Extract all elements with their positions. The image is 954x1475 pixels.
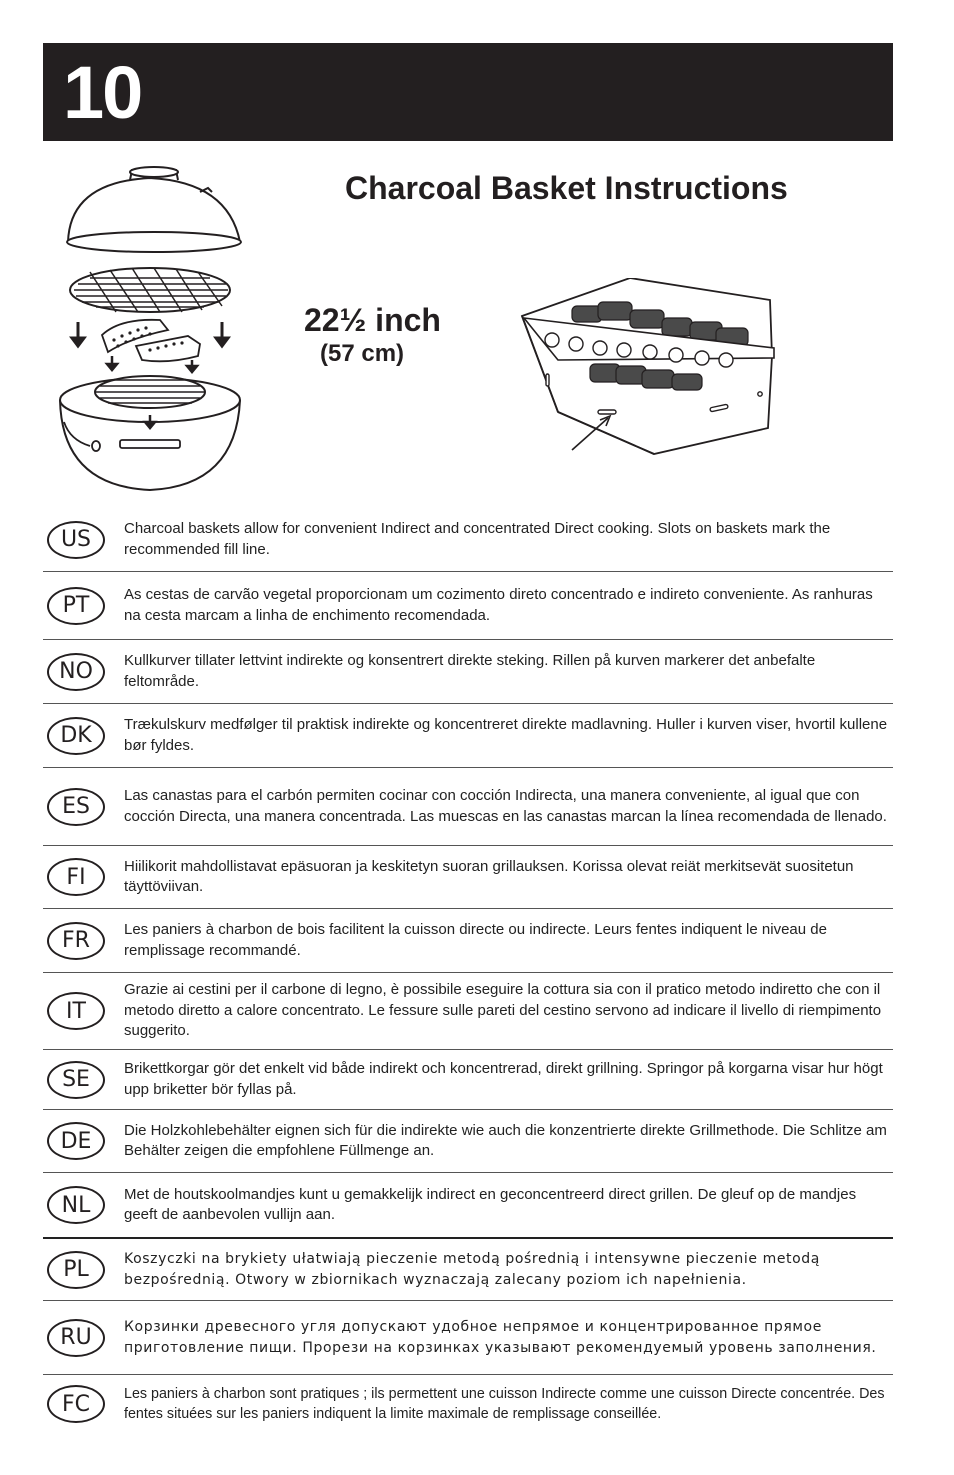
lang-text-fr: Les paniers à charbon de bois facilitent la cuisson directe ou indirecte. Leurs fentes indiquent le niveau de remplissage recommandé. <box>124 921 827 959</box>
charcoal-basket-illustration <box>512 278 782 458</box>
multilingual-instructions <box>43 508 893 1433</box>
lang-badge-fr: FR <box>47 922 105 960</box>
lang-row-se <box>43 1050 893 1110</box>
lang-row-pl <box>43 1239 893 1301</box>
grill-exploded-illustration <box>50 160 250 498</box>
lang-row-it <box>43 973 893 1050</box>
lang-text-de: Die Holzkohlebehälter eignen sich für die indirekte wie auch die konzentrierte direkte Grillmethode. Die Schlitze am Behälter zeigen die empfohlene Füllmenge an. <box>124 1121 887 1159</box>
lang-badge-es: ES <box>47 788 105 826</box>
lang-badge-it: IT <box>47 992 105 1030</box>
size-metric: (57 cm) <box>320 340 405 367</box>
lang-row-fc <box>43 1375 893 1433</box>
lang-badge-de: DE <box>47 1122 105 1160</box>
lang-badge-se: SE <box>47 1061 105 1099</box>
lang-badge-pt: PT <box>47 587 105 625</box>
page-title: Charcoal Basket Instructions <box>345 170 788 206</box>
lang-text-fi: Hiilikorit mahdollistavat epäsuoran ja keskitetyn suoran grillauksen. Korissa olevat reiät merkitsevät suositetun täyttöviivan. <box>124 857 854 895</box>
lang-badge-pl: PL <box>47 1251 105 1289</box>
lang-badge-nl: NL <box>47 1186 105 1224</box>
lang-text-us: Charcoal baskets allow for convenient Indirect and concentrated Direct cooking. Slots on baskets mark the recommended fill line. <box>124 520 831 558</box>
lang-badge-fi: FI <box>47 858 105 896</box>
lang-row-ru <box>43 1301 893 1375</box>
lang-text-pl: Koszyczki na brykiety ułatwiają pieczenie metodą pośrednią i intensywne pieczenie metodą bezpośrednią. Otwory w zbiornikach wyznaczają zalecany poziom ich napełnienia. <box>124 1251 820 1288</box>
lang-row-de <box>43 1110 893 1173</box>
lang-text-nl: Met de houtskoolmandjes kunt u gemakkelijk indirect en geconcentreerd direct grillen. De gleuf op de mandjes geeft de aanbevolen vullijn aan. <box>124 1185 857 1223</box>
lang-row-dk <box>43 704 893 768</box>
lang-row-es <box>43 768 893 846</box>
lang-text-fc: Les paniers à charbon sont pratiques ; ils permettent une cuisson Indirecte comme une cuisson Directe concentrée. Des fentes situées sur les paniers indiquent la limite maximale de remplissage conseillée. <box>124 1385 885 1422</box>
lang-row-us <box>43 508 893 572</box>
lang-row-nl <box>43 1173 893 1239</box>
lang-text-no: Kullkurver tillater lettvint indirekte og konsentrert direkte steking. Rillen på kurven markerer det anbefalte feltområde. <box>124 652 816 690</box>
lang-row-pt <box>43 572 893 640</box>
size-imperial: 22½ inch <box>304 302 441 338</box>
lang-badge-dk: DK <box>47 717 105 755</box>
lang-text-es: Las canastas para el carbón permiten cocinar con cocción Indirecta, una manera conveniente, al igual que con cocción Directa, una manera concentrada. Las muescas en las canastas marcan la línea recomendada de llenado. <box>124 787 887 825</box>
lang-text-dk: Trækulskurv medfølger til praktisk indirekte og koncentreret direkte madlavning. Huller i kurven viser, hvortil kullene bør fyldes. <box>124 716 888 754</box>
lang-badge-us: US <box>47 521 105 559</box>
lang-row-no <box>43 640 893 704</box>
lang-row-fr <box>43 909 893 973</box>
lang-text-se: Brikettkorgar gör det enkelt vid både indirekt och koncentrerad, direkt grillning. Springor på korgarna visar hur högt upp briketter bör fyllas på. <box>124 1060 883 1098</box>
lang-text-pt: As cestas de carvão vegetal proporcionam um cozimento direto concentrado e indireto conveniente. As ranhuras na cesta marcam a linha de enchimento recomendada. <box>124 586 873 624</box>
lang-text-it: Grazie ai cestini per il carbone di legno, è possibile eseguire la cottura sia con il pratico metodo indiretto che con il metodo diretto a calore concentrato. Le fessure sulle pareti del cestino servono ad indicare il livello di riempimento suggerito. <box>124 981 882 1040</box>
lang-badge-ru: RU <box>47 1319 105 1357</box>
lang-badge-no: NO <box>47 653 105 691</box>
step-number: 10 <box>63 51 142 134</box>
header-bar <box>43 43 893 141</box>
lang-text-ru: Корзинки древесного угля допускают удобное непрямое и концентрированное прямое приготовление пищи. Прорези на корзинках указывают рекомендуемый уровень заполнения. <box>124 1319 877 1356</box>
lang-row-fi <box>43 846 893 909</box>
lang-badge-fc: FC <box>47 1385 105 1423</box>
